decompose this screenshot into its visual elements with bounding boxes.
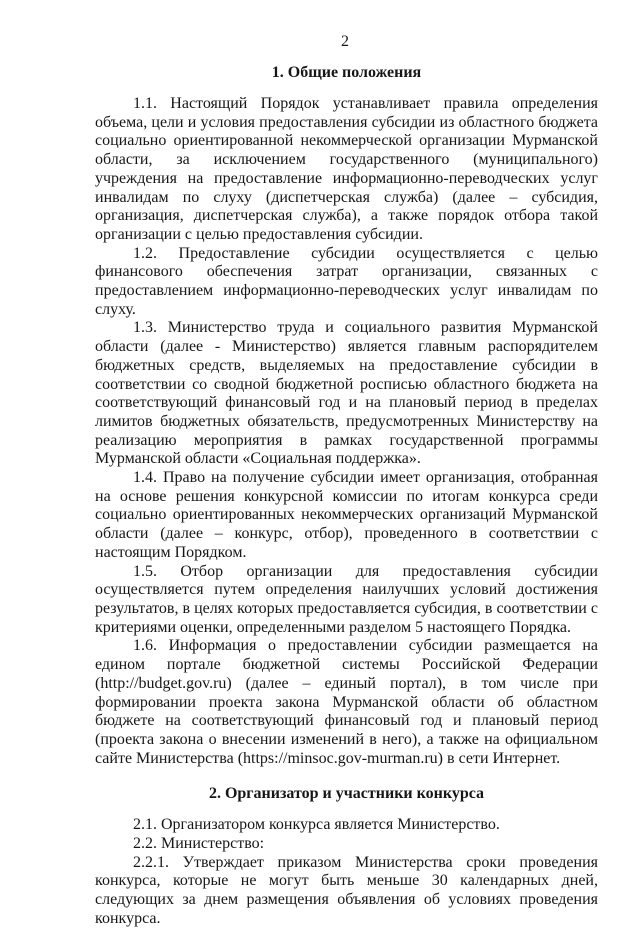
paragraph-2-2-1: 2.2.1. Утверждает приказом Министерства сроки проведения конкурса, которые не могут быть меньше 30 календарных дней, следующих за днем размещения объявления об условиях проведения конкурса.	[95, 853, 598, 927]
paragraph-1-3: 1.3. Министерство труда и социального развития Мурманской области (далее - Министерство) является главным распорядителем бюджетных средств, выделяемых на предоставление субсидии в соответствии со сводной бюджетной росписью областного бюджета на соответствующий финансовый год и на плановый период в пределах лимитов бюджетных обязательств, предусмотренных Министерству на реализацию мероприятия в рамках государственной программы Мурманской области «Социальная поддержка».	[95, 319, 598, 468]
section-heading-organizer-and-participants: 2. Организатор и участники конкурса	[208, 785, 485, 803]
document-body	[95, 63, 598, 929]
paragraph-1-2: 1.2. Предоставление субсидии осуществляется с целью финансового обеспечения затрат организации, связанных с предоставлением информационно-переводческих услуг инвалидам по слуху.	[95, 244, 598, 318]
paragraph-1-4: 1.4. Право на получение субсидии имеет организация, отобранная на основе решения конкурсной комиссии по итогам конкурса среди социально ориентированных некоммерческих организаций Мурманской области (далее – конкурс, отбор), проведенного в соответствии с настоящим Порядком.	[95, 469, 598, 561]
paragraph-1-5: 1.5. Отбор организации для предоставления субсидии осуществляется путем определения наилучших условий достижения результатов, в целях которых предоставляется субсидия, в соответствии с критериями оценки, определенными разделом 5 настоящего Порядка.	[95, 562, 598, 636]
paragraph-1-1: 1.1. Настоящий Порядок устанавливает правила определения объема, цели и условия предоставления субсидии из областного бюджета социально ориентированной некоммерческой организации Мурманской области, за исключением государственного (муниципального) учреждения на предоставление информационно-переводческих услуг инвалидам по слуху (диспетчерская служба) (далее – субсидия, организация, диспетчерская служба), а также порядок отбора такой организации с целью предоставления субсидии.	[95, 95, 598, 243]
paragraph-2-1: 2.1. Организатором конкурса является Министерство.	[133, 816, 500, 834]
section-heading-general-provisions: 1. Общие положения	[271, 64, 422, 81]
paragraph-2-2: 2.2. Министерство:	[133, 835, 265, 853]
page-number: 2	[341, 33, 349, 50]
paragraph-1-6: 1.6. Информация о предоставлении субсидии размещается на едином портале бюджетной системы Российской Федерации (http://budget.gov.ru) (далее – единый портал), в том числе при формировании проекта закона Мурманской области об областном бюджете на соответствующий финансовый год и плановый период (проекта закона о внесении изменений в него), а также на официальном сайте Министерства (https://minsoc.gov-murman.ru) в сети Интернет.	[95, 637, 598, 767]
